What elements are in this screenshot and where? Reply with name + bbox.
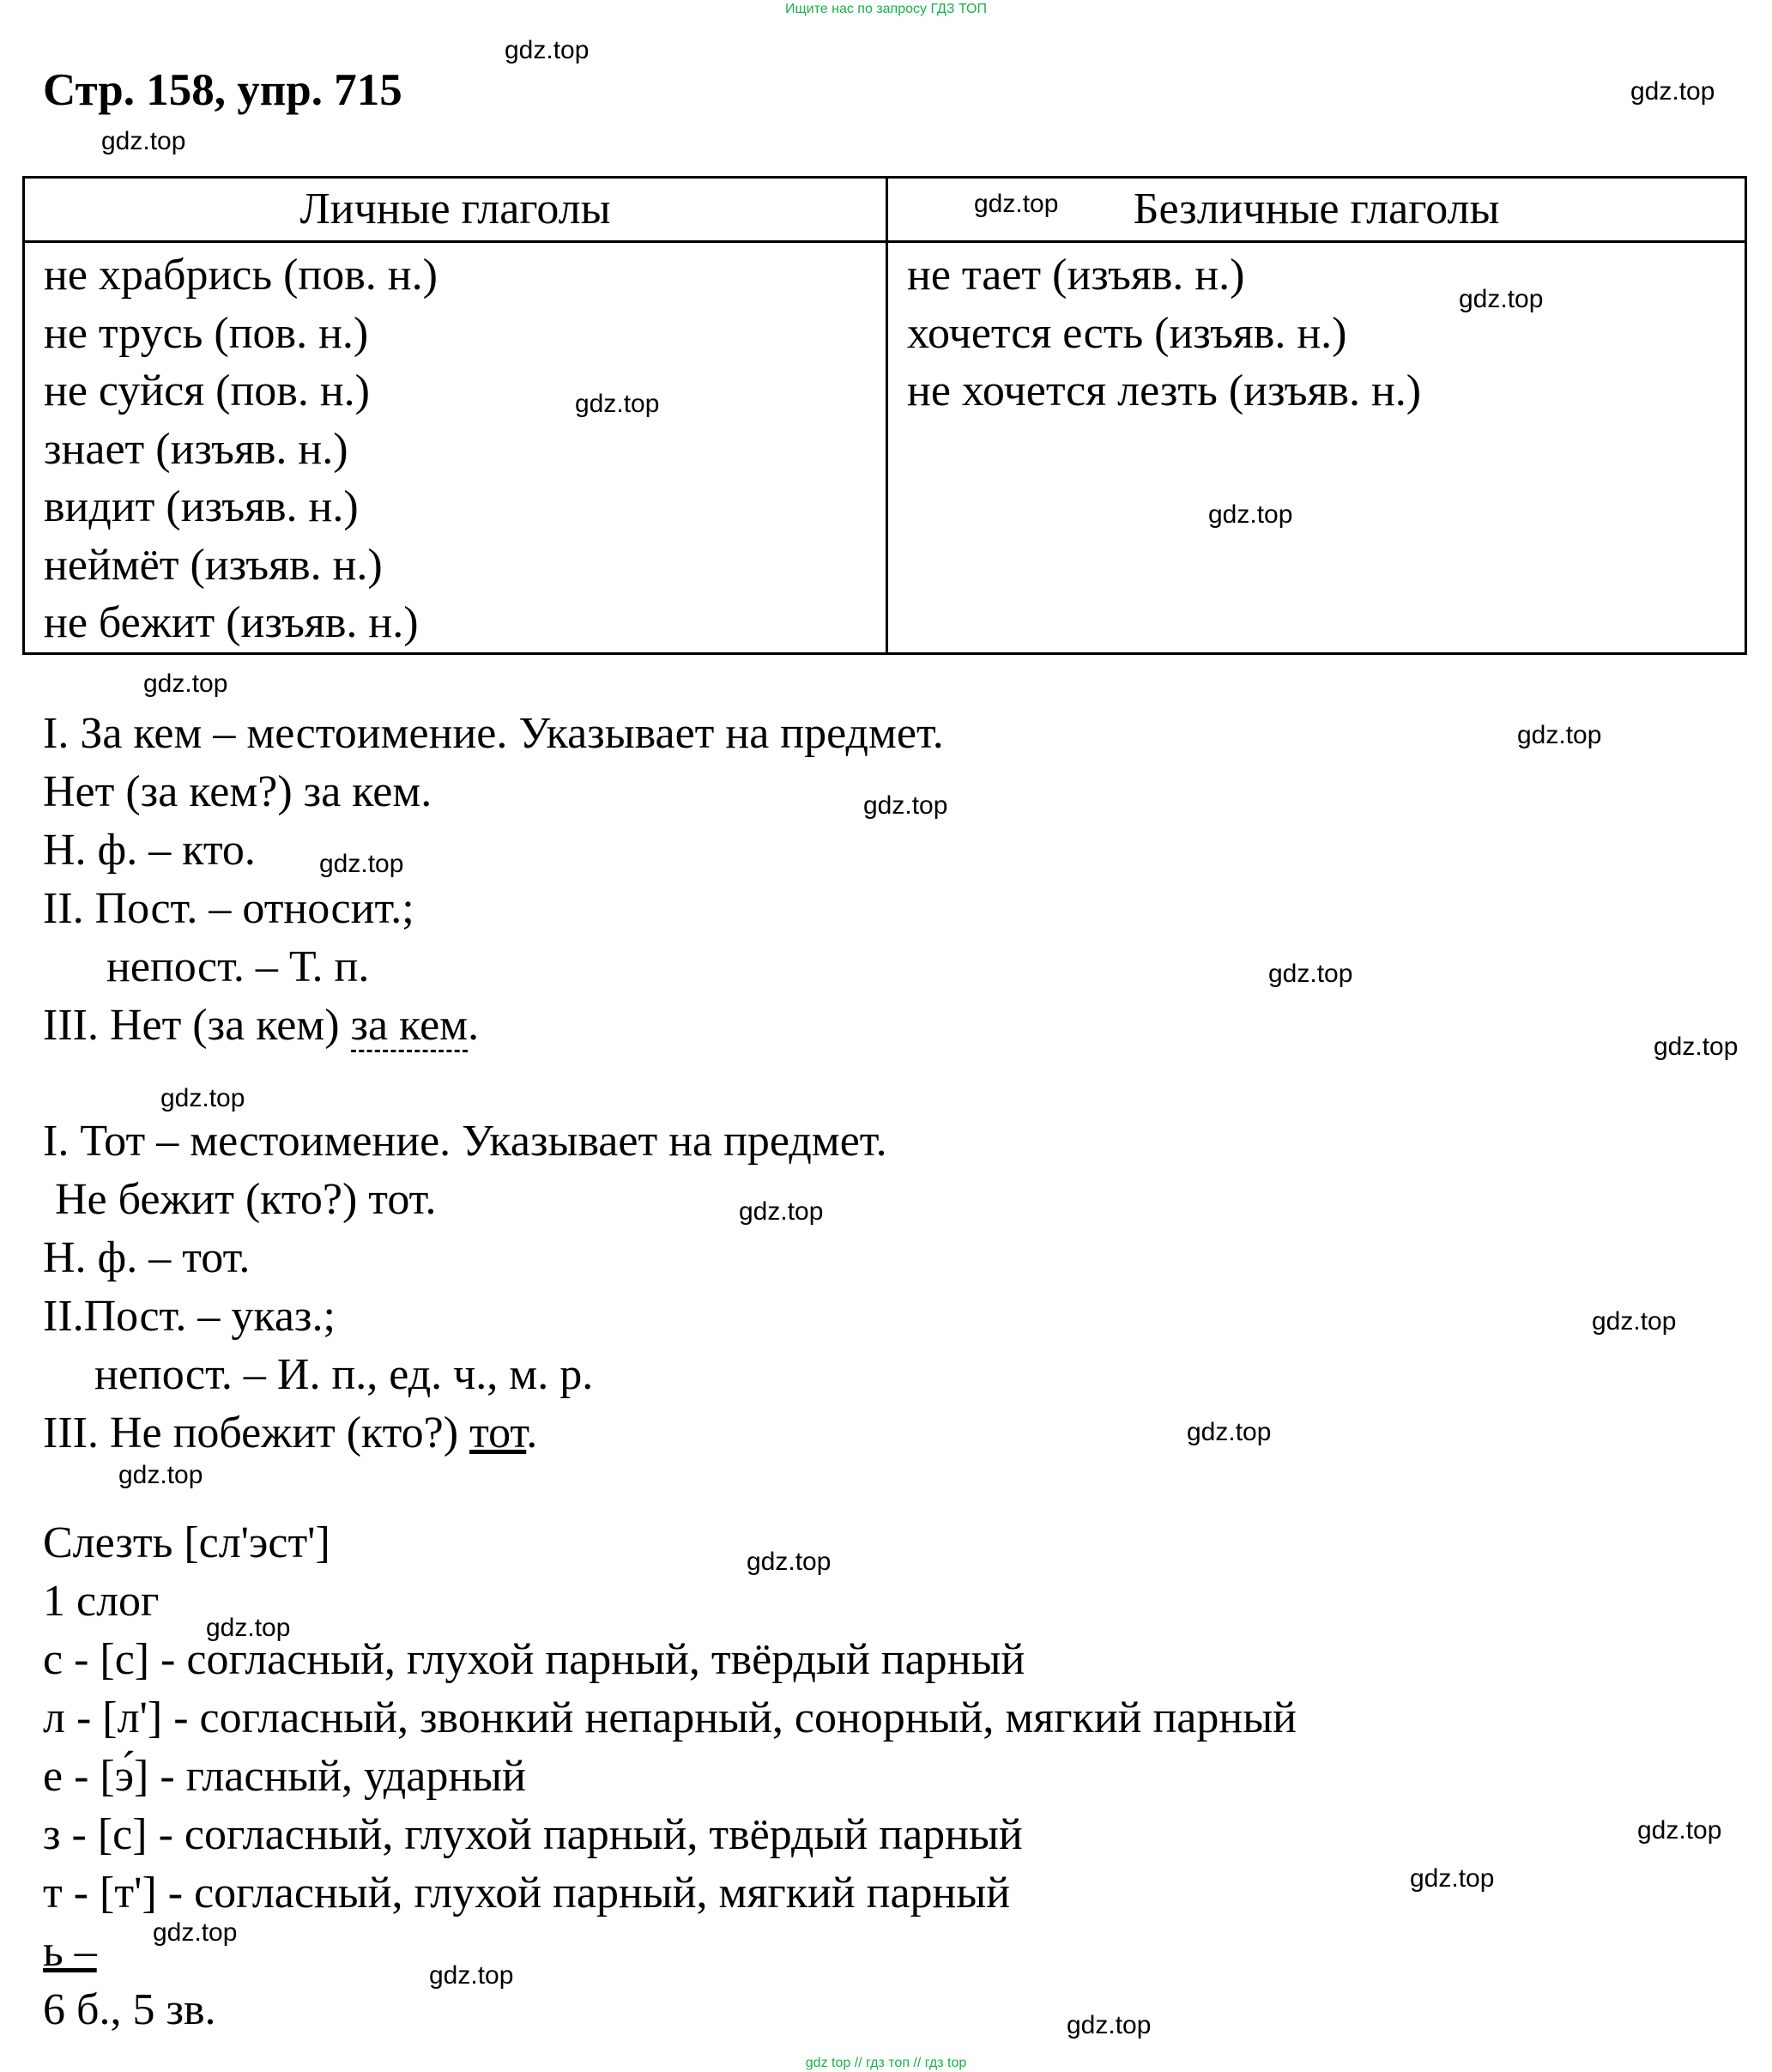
watermark: gdz.top <box>1654 1033 1739 1061</box>
parse1-line6 <box>43 997 479 1054</box>
letter-analysis: з - [с] - согласный, глухой парный, твёрдый парный <box>43 1810 1023 1859</box>
verbs-table <box>22 176 1747 655</box>
letters-sounds-summary: 6 б., 5 зв. <box>43 1985 216 2034</box>
watermark: gdz.top <box>143 669 228 698</box>
parse2-line2: Не бежит (кто?) тот. <box>55 1175 437 1224</box>
watermark: gdz.top <box>160 1084 245 1112</box>
header-personal-verbs: Личные глаголы <box>24 178 887 242</box>
watermark: gdz.top <box>1268 960 1353 988</box>
phonetic-word: Слезть [сл'эст'] <box>43 1518 330 1567</box>
watermark: gdz.top <box>974 190 1059 218</box>
footer-links: gdz top // гдз топ // гдз top <box>805 2056 967 2070</box>
watermark: gdz.top <box>1637 1816 1722 1845</box>
parse2-line6-end: . <box>526 1409 538 1457</box>
parse2-line6-text: III. Не побежит (кто?) <box>43 1409 470 1457</box>
letter-analysis: т - [т'] - согласный, глухой парный, мягкий парный <box>43 1869 1011 1918</box>
parse1-line4: II. Пост. – относит.; <box>43 884 414 933</box>
list-item: не хочется лезть (изъяв. н.) <box>907 367 1422 415</box>
list-item: видит (изъяв. н.) <box>44 482 359 531</box>
parse1-underlined-word: за кем <box>351 1001 469 1052</box>
page-title: Стр. 158, упр. 715 <box>43 65 402 115</box>
list-item: неймёт (изъяв. н.) <box>44 540 383 590</box>
list-item: знает (изъяв. н.) <box>44 424 348 474</box>
letter-analysis: с - [с] - согласный, глухой парный, твёрдый парный <box>43 1635 1025 1684</box>
list-item: не суйся (пов. н.) <box>44 367 370 415</box>
watermark: gdz.top <box>1208 500 1293 529</box>
impersonal-verbs-cell <box>887 242 1746 654</box>
parse2-line4: II.Пост. – указ.; <box>43 1292 336 1341</box>
search-hint-banner: Ищите нас по запросу ГДЗ ТОП <box>785 2 987 16</box>
watermark: gdz.top <box>1517 721 1602 749</box>
watermark: gdz.top <box>1630 77 1715 106</box>
list-item: хочется есть (изъяв. н.) <box>907 308 1347 358</box>
watermark: gdz.top <box>1459 285 1544 313</box>
parse1-line3: Н. ф. – кто. <box>43 826 256 875</box>
watermark: gdz.top <box>863 791 948 820</box>
watermark: gdz.top <box>429 1961 514 1990</box>
list-item: не тает (изъяв. н.) <box>907 251 1245 300</box>
watermark: gdz.top <box>505 36 590 64</box>
table-header-row <box>24 178 1746 242</box>
list-item: не бежит (изъяв. н.) <box>44 598 419 647</box>
watermark: gdz.top <box>153 1918 238 1947</box>
table-row <box>24 242 1746 654</box>
parse1-line1: I. За кем – местоимение. Указывает на предмет. <box>43 709 944 758</box>
list-item: не трусь (пов. н.) <box>44 308 369 358</box>
parse1-line6-text: III. Нет (за кем) <box>43 1001 351 1050</box>
parse2-line5: непост. – И. п., ед. ч., м. р. <box>94 1350 594 1399</box>
watermark: gdz.top <box>1067 2011 1152 2039</box>
watermark: gdz.top <box>1187 1418 1272 1446</box>
watermark: gdz.top <box>739 1197 824 1226</box>
syllable-count: 1 слог <box>43 1577 160 1626</box>
parse1-line6-end: . <box>468 1001 480 1050</box>
watermark: gdz.top <box>206 1614 291 1642</box>
watermark: gdz.top <box>118 1461 203 1489</box>
parse2-line6 <box>43 1405 537 1462</box>
letter-analysis: е - [э́] - гласный, ударный <box>43 1752 526 1801</box>
watermark: gdz.top <box>575 390 660 418</box>
watermark: gdz.top <box>1592 1307 1677 1336</box>
parse2-underlined-word: тот <box>469 1409 527 1457</box>
parse1-line2: Нет (за кем?) за кем. <box>43 767 432 816</box>
header-impersonal-verbs: Безличные глаголы <box>887 178 1746 242</box>
watermark: gdz.top <box>1410 1864 1495 1893</box>
watermark: gdz.top <box>319 850 404 878</box>
list-item: не храбрись (пов. н.) <box>44 251 438 300</box>
watermark: gdz.top <box>101 127 186 155</box>
parse2-line3: Н. ф. – тот. <box>43 1233 251 1282</box>
parse1-line5: непост. – Т. п. <box>106 942 370 991</box>
watermark: gdz.top <box>747 1548 832 1576</box>
soft-sign-analysis: ь – <box>43 1927 97 1976</box>
personal-verbs-cell <box>24 242 887 654</box>
parse2-line1: I. Тот – местоимение. Указывает на предмет. <box>43 1117 887 1166</box>
letter-analysis: л - [л'] - согласный, звонкий непарный, сонорный, мягкий парный <box>43 1693 1297 1742</box>
